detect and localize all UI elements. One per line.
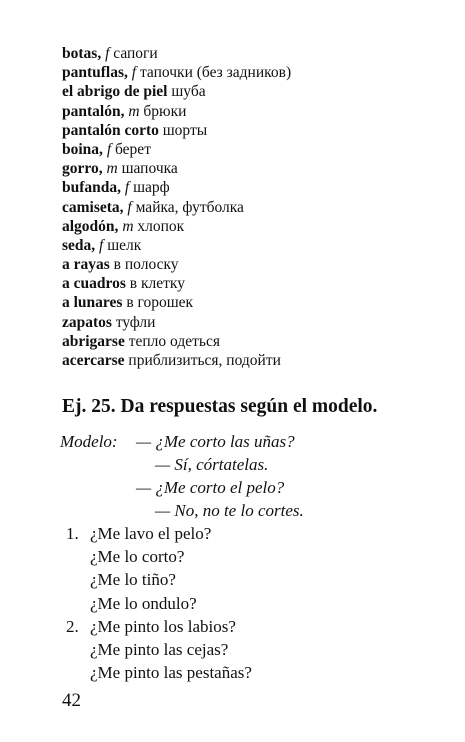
item-question: ¿Me lo ondulo? (90, 593, 197, 613)
vocab-gender: f (124, 179, 130, 197)
vocab-gender: m (122, 217, 134, 235)
vocab-word: pantalón, (62, 102, 125, 120)
page-number: 42 (62, 690, 81, 711)
vocab-translation: берет (115, 140, 151, 158)
vocab-entry (62, 255, 291, 274)
model-example (60, 430, 304, 522)
vocab-word: boina, (62, 140, 103, 158)
vocab-word: seda, (62, 236, 96, 254)
vocabulary-list (62, 44, 291, 370)
vocab-word: algodón, (62, 217, 119, 235)
vocab-translation: в горошек (126, 294, 194, 312)
vocab-entry (62, 274, 291, 293)
model-question: — ¿Me corto el pelo? (136, 478, 285, 497)
vocab-entry (62, 293, 291, 312)
vocab-entry (62, 63, 291, 82)
vocab-gender: m (128, 102, 140, 120)
vocab-entry (62, 140, 291, 159)
vocab-entry (62, 178, 291, 197)
vocab-word: acercarse (62, 352, 125, 369)
item-question: ¿Me pinto las pestañas? (90, 663, 252, 683)
vocab-word: a cuadros (62, 275, 126, 293)
vocab-translation: шелк (107, 236, 142, 254)
vocab-translation: хлопок (137, 217, 185, 235)
vocab-translation: в полоску (113, 256, 179, 274)
model-question: — ¿Me corto las uñas? (136, 432, 295, 451)
vocab-word: a lunares (62, 294, 123, 312)
vocab-entry (62, 44, 291, 63)
item-question: ¿Me lavo el pelo? (90, 524, 212, 543)
vocab-entry (62, 198, 291, 217)
vocab-gender: f (106, 140, 112, 158)
vocab-translation: майка, футболка (135, 198, 244, 216)
vocab-translation: туфли (115, 313, 156, 331)
vocab-translation: шапочка (121, 160, 178, 178)
vocab-word: botas, (62, 45, 102, 62)
vocab-entry (62, 236, 291, 255)
vocab-entry (62, 217, 291, 236)
vocab-word: zapatos (62, 313, 112, 331)
vocab-entry (62, 351, 291, 370)
model-line (60, 430, 304, 453)
item-number: 1. (66, 524, 79, 543)
item-number: 2. (66, 616, 79, 636)
vocab-translation: шарф (133, 179, 170, 197)
vocab-word: bufanda, (62, 179, 122, 197)
vocab-entry (62, 121, 291, 140)
vocab-entry (62, 159, 291, 178)
vocab-translation: в клетку (129, 275, 185, 293)
model-answer: — Sí, córtatelas. (155, 455, 269, 474)
vocab-translation: приблизиться, подойти (128, 352, 281, 369)
model-answer: — No, no te lo cortes. (155, 501, 304, 520)
vocab-entry (62, 313, 291, 332)
vocab-word: gorro, (62, 160, 103, 178)
vocab-entry (62, 82, 291, 101)
exercise-line (66, 615, 252, 638)
item-question: ¿Me lo tiño? (90, 570, 176, 590)
vocab-translation: сапоги (113, 45, 158, 62)
item-question: ¿Me pinto los labios? (90, 616, 236, 636)
item-question: ¿Me lo corto? (90, 547, 185, 567)
vocab-translation: шорты (162, 121, 208, 139)
vocab-entry (62, 332, 291, 351)
exercise-items (66, 522, 252, 684)
model-label: Modelo: (60, 432, 118, 451)
vocab-word: pantuflas, (62, 64, 128, 82)
vocab-gender: m (106, 160, 118, 178)
vocab-translation: шуба (171, 83, 206, 101)
vocab-gender: f (131, 64, 137, 82)
vocab-translation: брюки (143, 102, 187, 120)
exercise-heading: Ej. 25. Da respuestas según el modelo. (62, 396, 378, 417)
vocab-word: abrigarse (62, 332, 125, 350)
vocab-word: el abrigo de piel (62, 83, 168, 101)
vocab-gender: f (105, 45, 110, 62)
vocab-translation: тепло одеться (128, 332, 220, 350)
vocab-word: pantalón corto (62, 121, 159, 139)
vocab-translation: тапочки (без задников) (139, 64, 292, 82)
vocab-word: camiseta, (62, 198, 124, 216)
vocab-gender: f (127, 198, 132, 216)
item-question: ¿Me pinto las cejas? (90, 639, 229, 659)
exercise-line (66, 522, 252, 545)
vocab-entry (62, 102, 291, 121)
vocab-word: a rayas (62, 256, 110, 274)
vocab-gender: f (99, 236, 104, 254)
